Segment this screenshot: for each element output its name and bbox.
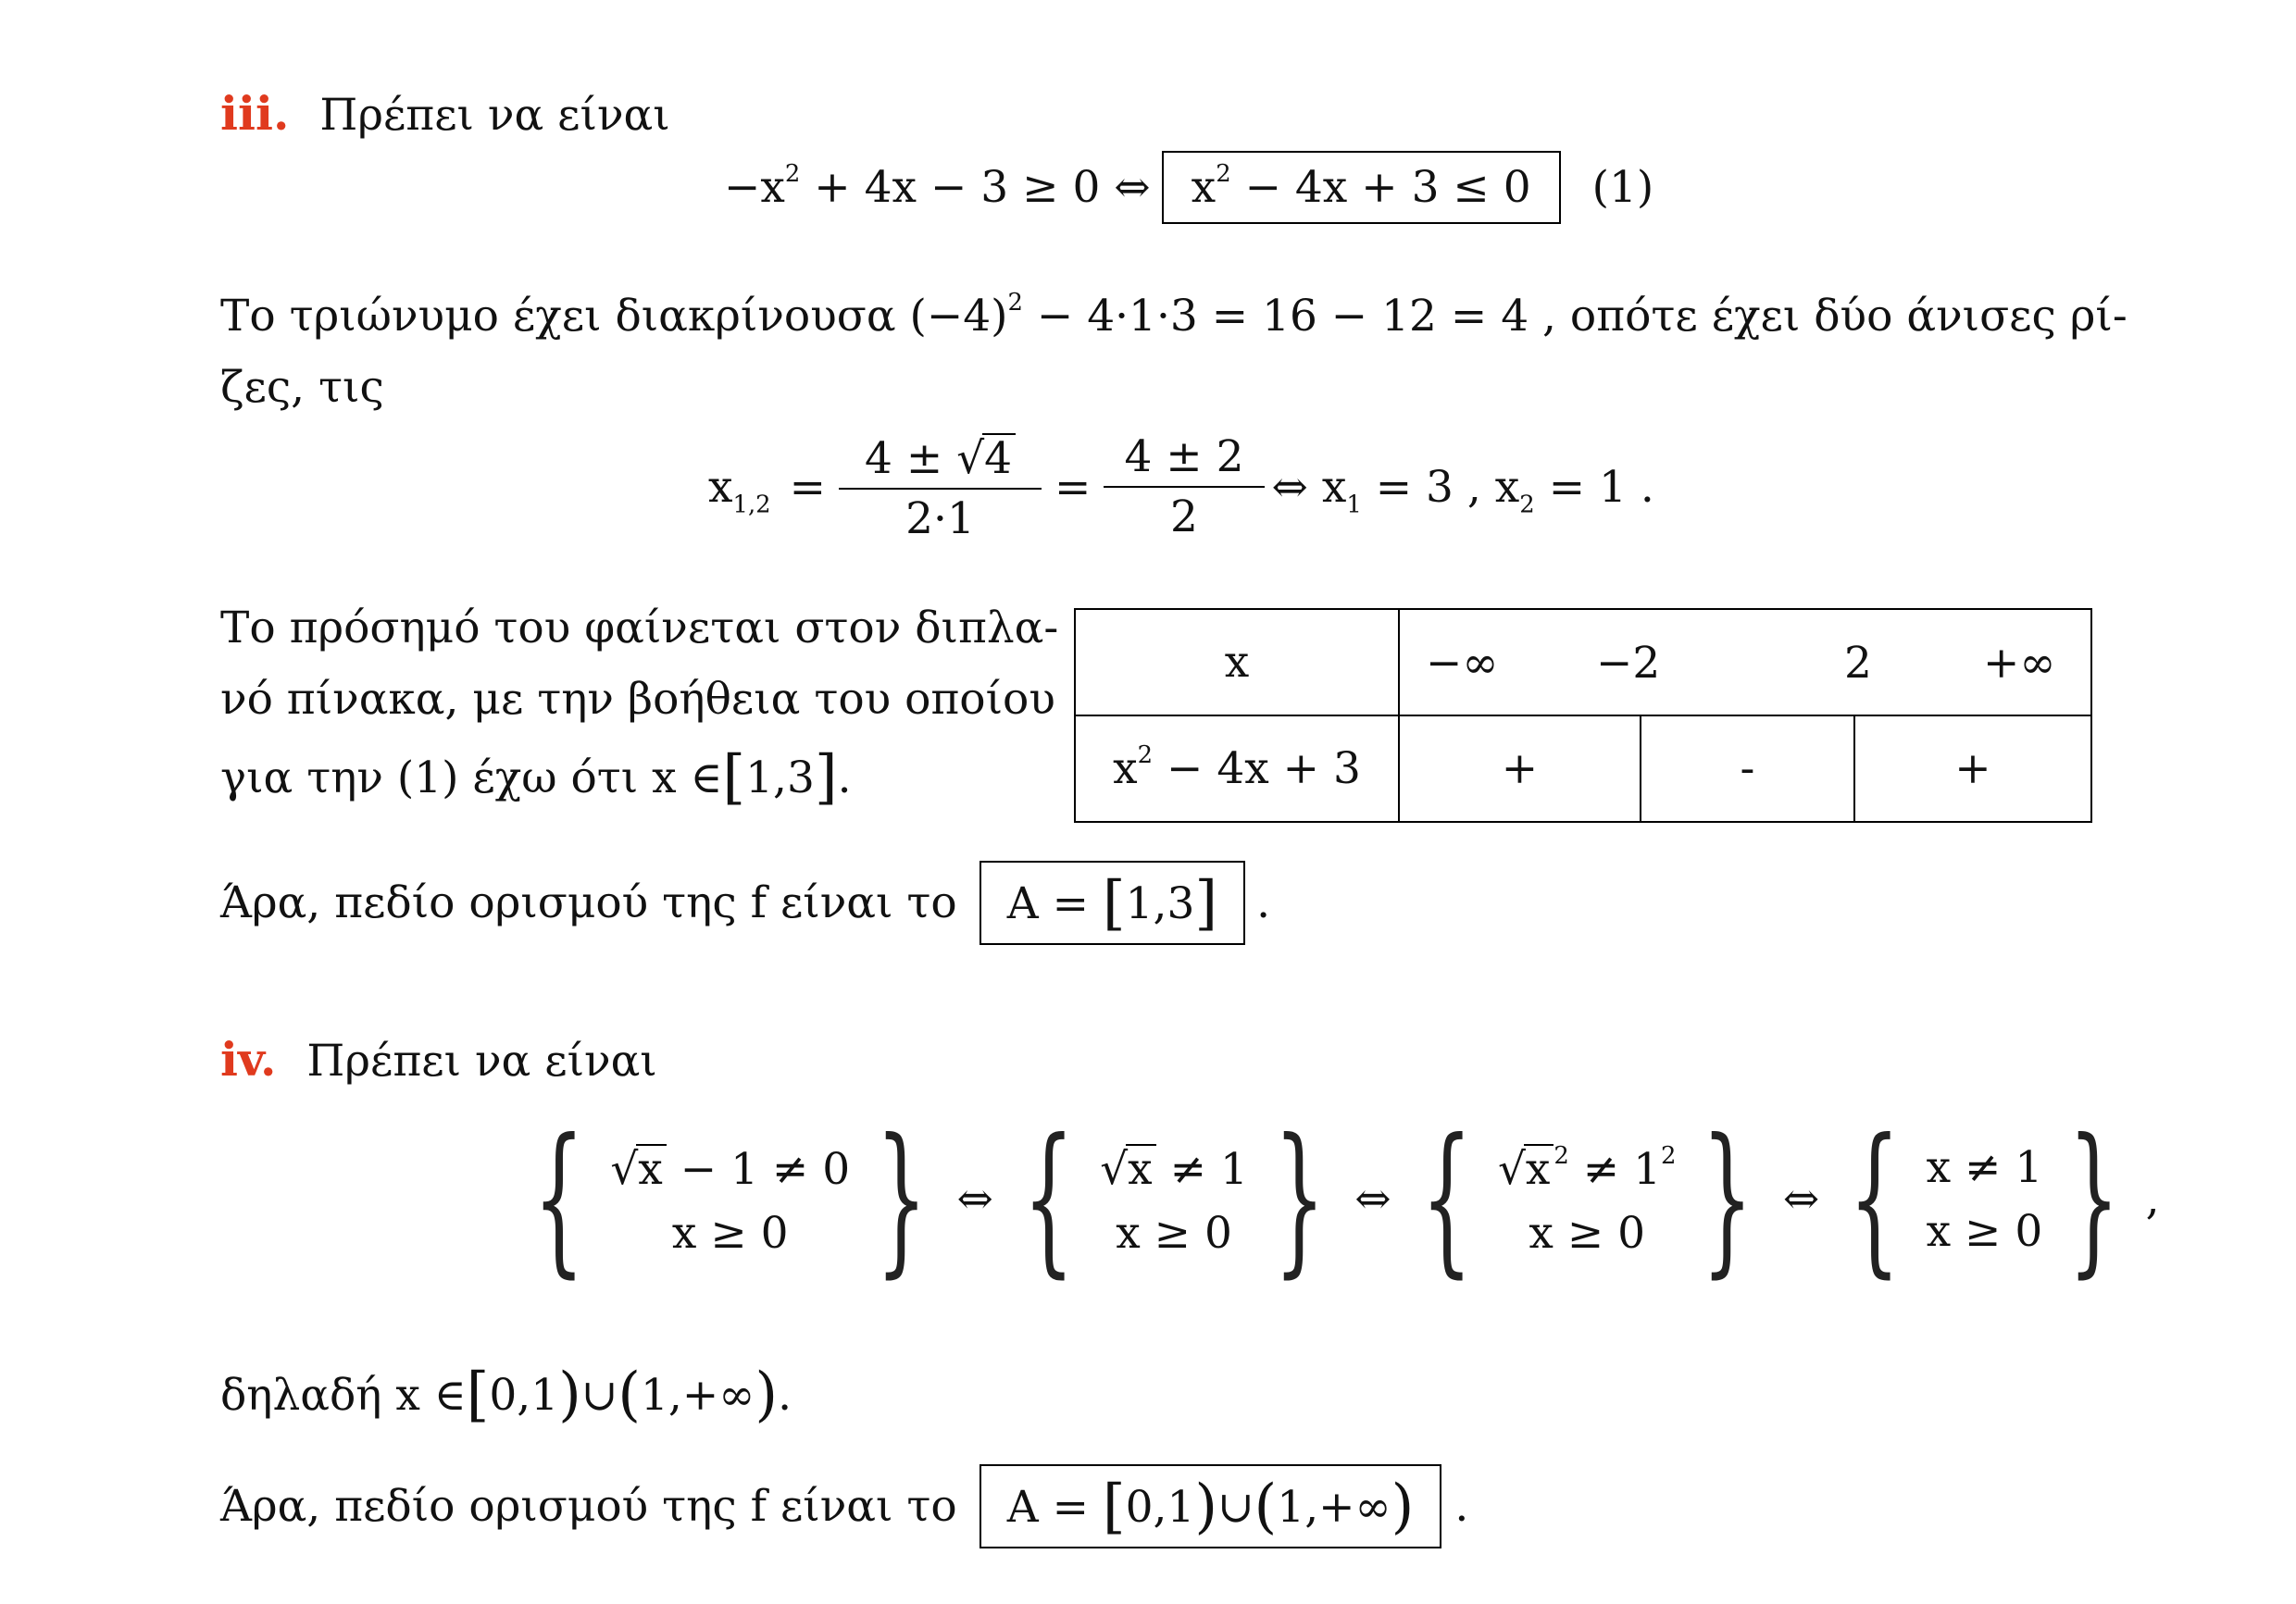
sign-table: [1074, 608, 2092, 823]
roots-var: $x_{1,2}$: [708, 461, 771, 519]
sign-value-minus-inf: −∞: [1426, 638, 1499, 689]
domain-iv: Άρα, πεδίο ορισμού της f είναι το A = [0,1)∪(1,+∞) .: [220, 1464, 1468, 1548]
system-chain: { √x − 1 ≠ 0 x ≥ 0 } ⇔ { √x ≠ 1 x ≥ 0 } ⇔ { √x $^2 \ne 1^2$ x ≥ 0 } ⇔ { x ≠ 1 x ≥ 0 } ,: [507, 1118, 2160, 1280]
sign-value-root-2: 2: [1844, 638, 1872, 689]
roots-result: ⇔ $x_1 = 3$ , $x_2 = 1$ .: [1271, 461, 1654, 519]
domain-iii-boxed: A = [1,3]: [980, 861, 1245, 945]
sign-value-root-1: −2: [1596, 638, 1661, 689]
discriminant-text-line2: ζες, τις: [220, 362, 384, 413]
system-3-row-1: √x $^2 \ne 1^2$: [1497, 1141, 1677, 1195]
part-iii-intro: Πρέπει να είναι: [319, 90, 670, 141]
discriminant-text: Το τριώνυμο έχει διακρίνουσα $(-4)^2 - 4\cdot 1\cdot 3 = 16 - 12 = 4$ , οπότε έχει δύο άνισες ρί-: [220, 289, 2128, 342]
system-1: { √x − 1 ≠ 0 x ≥ 0 }: [532, 1105, 928, 1293]
system-3: { √x $^2 \ne 1^2$ x ≥ 0 }: [1420, 1105, 1753, 1293]
sign-cell-1: +: [1399, 715, 1641, 822]
part-iv-intro: Πρέπει να είναι: [306, 1036, 657, 1087]
equation-1: [724, 151, 1653, 224]
sign-cell-3: +: [1854, 715, 2091, 822]
system-2-row-1: √x ≠ 1: [1100, 1143, 1248, 1195]
part-iv-heading: [220, 1032, 657, 1087]
eq1-boxed: $x^2 - 4x + 3 \le 0$: [1162, 151, 1561, 224]
part-iv-label: iv.: [220, 1032, 277, 1087]
sign-text-2: νό πίνακα, με την βοήθεια του οποίου: [220, 674, 1055, 725]
domain-iii: Άρα, πεδίο ορισμού της f είναι το A = [1,3] .: [220, 861, 1270, 945]
sign-value-plus-inf: +∞: [1983, 638, 2056, 689]
sign-text-3: για την (1) έχω ότι x ∈[1,3].: [220, 742, 852, 811]
sign-table-x-label: x: [1075, 609, 1399, 715]
domain-iv-text: Άρα, πεδίο ορισμού της f είναι το: [220, 1481, 957, 1533]
system-2-row-2: x ≥ 0: [1116, 1207, 1232, 1259]
system-2: { √x ≠ 1 x ≥ 0 }: [1022, 1105, 1326, 1293]
system-3-row-2: x ≥ 0: [1529, 1207, 1646, 1259]
system-4: { x ≠ 1 x ≥ 0 }: [1849, 1105, 2120, 1293]
system-4-row-1: x ≠ 1: [1926, 1141, 2043, 1193]
thus-text: δηλαδή x ∈[0,1)∪(1,+∞).: [220, 1360, 792, 1428]
part-iii-label: iii.: [220, 86, 290, 141]
eq1-tag: (1): [1591, 162, 1654, 213]
sign-table-values: [1399, 609, 2091, 715]
domain-iii-text: Άρα, πεδίο ορισμού της f είναι το: [220, 877, 957, 929]
eq1-lhs: $-x^2 + 4x - 3 \ge 0$ ⇔: [724, 160, 1151, 213]
system-1-row-1: √x − 1 ≠ 0: [610, 1143, 851, 1195]
fraction-1: $\frac{4 \pm √4}{2\cdot 1}$: [844, 433, 1036, 541]
sign-table-poly: $x^2 - 4x + 3$: [1075, 715, 1399, 822]
roots-formula: $x_{1,2}$ = $\frac{4 \pm √4}{2\cdot 1}$ = $\frac{4 \pm 2}{2}$ ⇔ $x_1 = 3$ , $x_2 = 1$ .: [708, 431, 1654, 544]
domain-iv-boxed: A = [0,1)∪(1,+∞): [980, 1464, 1442, 1548]
system-4-row-2: x ≥ 0: [1926, 1205, 2043, 1257]
sign-text-1: Το πρόσημό του φαίνεται στον διπλα-: [220, 603, 1059, 653]
sign-cell-2: -: [1641, 715, 1854, 822]
sign-table-row-poly: [1075, 715, 2091, 822]
part-iii-heading: [220, 86, 670, 141]
fraction-2: $\frac{4 \pm 2}{2}$: [1109, 435, 1258, 539]
system-1-row-2: x ≥ 0: [671, 1207, 789, 1259]
sign-table-row-x: [1075, 609, 2091, 715]
